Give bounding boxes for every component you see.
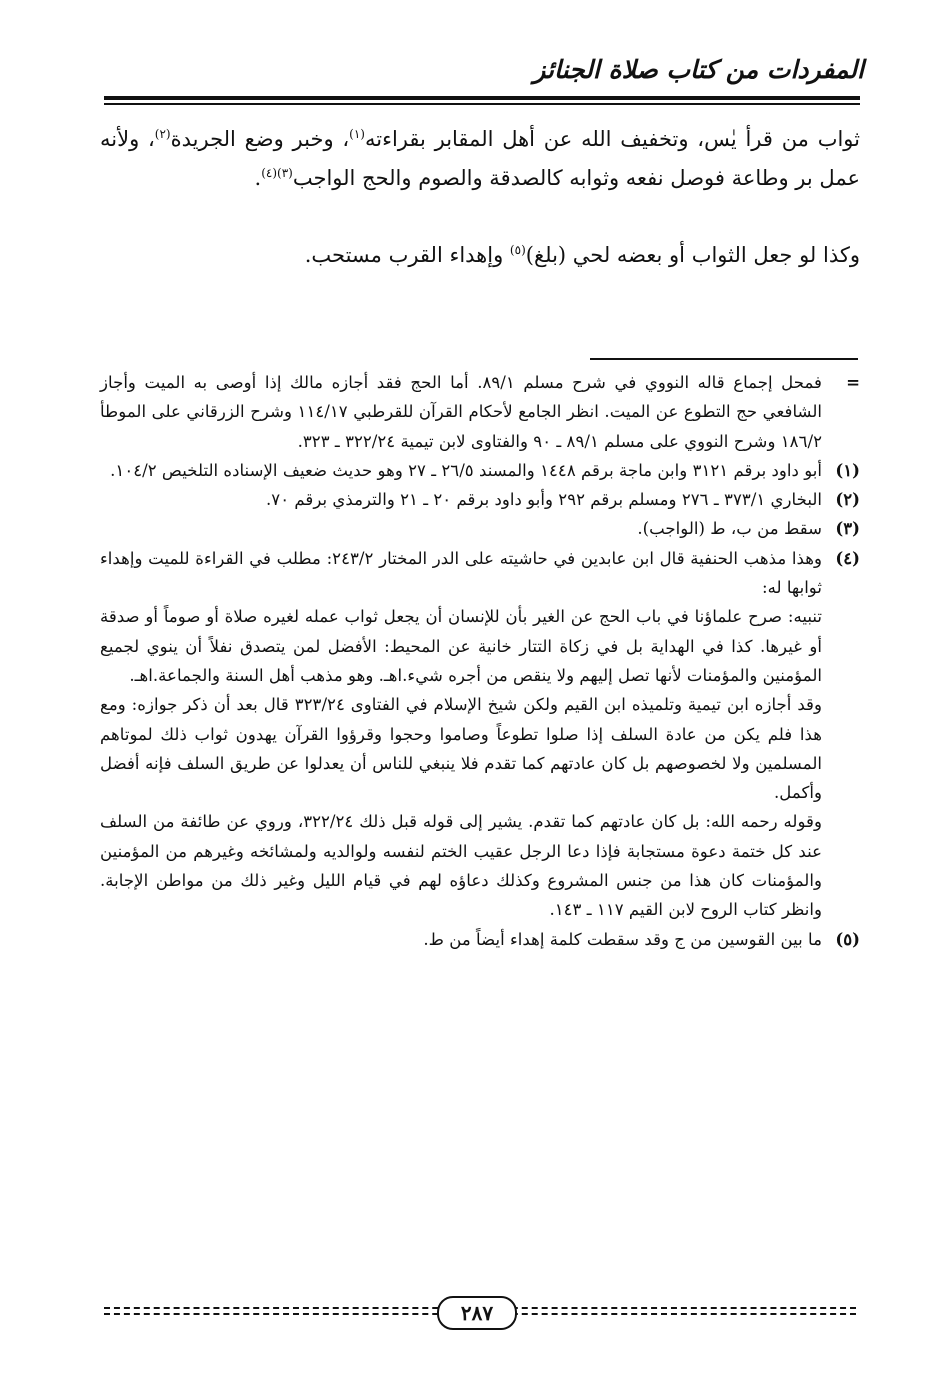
header-rule-thin: [104, 103, 860, 105]
footnote-continued: [100, 368, 860, 456]
running-header-title: المفردات من كتاب صلاة الجنائز: [533, 55, 864, 84]
footnote-text: وهذا مذهب الحنفية قال ابن عابدين في حاشيته على الدر المختار ٢٤٣/٢: مطلب في القراءة للميت وإهداء ثوابها له:: [100, 548, 822, 598]
footnote-separator: [590, 358, 858, 360]
footnote-number: (٥): [835, 928, 860, 949]
footnote-ref-3-4[interactable]: (٣)(٤): [261, 166, 293, 180]
footnote-text-commentary: وقوله رحمه الله: بل كان عادتهم كما تقدم. يشير إلى قوله قبل ذلك ٣٢٢/٢٤، وروي عن طائفة من السلف عند كل ختمة دعوة مستجابة فإذا دعا الرجل عقيب الختم لنفسه ولوالديه ولمشائخه وغيرهم من المؤمنين والمؤمنات كان هذا من جنس المشروع وكذلك دعاؤه لهم في قيام الليل وغير ذلك من مواطن الإجابة. وانظر كتاب الروح لابن القيم ١١٧ ـ ١٤٣.: [100, 812, 823, 920]
footnote-5: [100, 925, 860, 954]
footnote-number: (٢): [835, 489, 860, 510]
footnote-ref-1[interactable]: (١): [349, 127, 365, 141]
footnote-quote-tanbih: تنبيه: صرح علماؤنا في باب الحج عن الغير بأن للإنسان أن يجعل ثواب عمله لغيره صلاة أو صوماً أو صدقة أو غيرها. كذا في الهداية بل في زكاة التتار خانية عن المحيط: الأفضل لمن يتصدق نفلاً أن ينوي لجميع المؤمنين والمؤمنات لأنها تصل إليهم ولا ينقص من أجره شيء.اهـ. وهو مذهب أهل السنة والجماعة.اهـ.: [100, 607, 822, 685]
page-number: ٢٨٧: [437, 1296, 517, 1330]
footnote-number: (٣): [835, 518, 860, 539]
footnote-number: (١): [835, 459, 860, 480]
main-paragraph-2: وكذا لو جعل الثواب أو بعضه لحي (بلغ)$^{(٥)}$ وإهداء القرب مستحب.: [304, 243, 860, 267]
footnote-ref-2[interactable]: (٢): [154, 127, 171, 141]
footnote-text: البخاري ٣٧٣/١ ـ ٢٧٦ ومسلم برقم ٢٩٢ وأبو داود برقم ٢٠ ـ ٢١ والترمذي برقم ٧٠.: [266, 490, 822, 510]
footnote-text-ibn-taymiyya: وقد أجازه ابن تيمية وتلميذه ابن القيم ولكن شيخ الإسلام في الفتاوى ٣٢٣/٢٤ قال بعد أن ذكر جوازه: ومع هذا فلم يكن من عادة السلف إذا صلوا تطوعاً وصاموا وحجوا وقرؤوا القرآن يهدون ثواب ذلك لموتاهم المسلمين ولا لخصوصهم بل كان عادتهم كما تقدم فلا ينبغي للناس أن يعدلوا عن طريق السلف فإنه أفضل وأكمل.: [100, 695, 822, 803]
main-text: [100, 120, 860, 275]
footnotes: [100, 368, 860, 954]
footnote-1: [100, 456, 860, 485]
footnote-3: [100, 514, 860, 543]
footnote-text: فمحل إجماع قاله النووي في شرح مسلم ٨٩/١. أما الحج فقد أجازه مالك إذا أوصى به الميت وأجاز الشافعي حج التطوع عن الميت. انظر الجامع لأحكام القرآن للقرطبي ١١٤/١٧ وشرح الزرقاني على الموطأ ١٨٦/٢ وشرح النووي على مسلم ٨٩/١ ـ ٩٠ والفتاوى لابن تيمية ٣٢٢/٢٤ ـ ٣٢٣.: [100, 373, 822, 451]
footnote-ref-5[interactable]: (٥): [509, 243, 526, 257]
footnote-number: (٤): [835, 547, 860, 568]
footnote-number: =: [846, 372, 860, 392]
footnote-4: [100, 544, 860, 925]
footnote-2: [100, 485, 860, 514]
footnote-text: أبو داود برقم ٣١٢١ وابن ماجة برقم ١٤٤٨ والمسند ٢٦/٥ ـ ٢٧ وهو حديث ضعيف الإسناده التلخيص ١٠٤/٢.: [110, 460, 822, 480]
footnote-text: سقط من ب، ط (الواجب).: [637, 519, 822, 539]
main-paragraph-1: ثواب من قرأ يٰس، وتخفيف الله عن أهل المقابر بقراءته$^{(١)}$، وخبر وضع الجريدة$^{(٢)}$، ولأنه عمل بر وطاعة فوصل نفعه وثوابه كالصدقة والصوم والحج الواجب$^{(٣)(٤)}$.: [100, 127, 860, 190]
header-rule: [104, 96, 860, 100]
footnote-text: ما بين القوسين من ج وقد سقطت كلمة إهداء أيضاً من ط.: [423, 929, 822, 949]
